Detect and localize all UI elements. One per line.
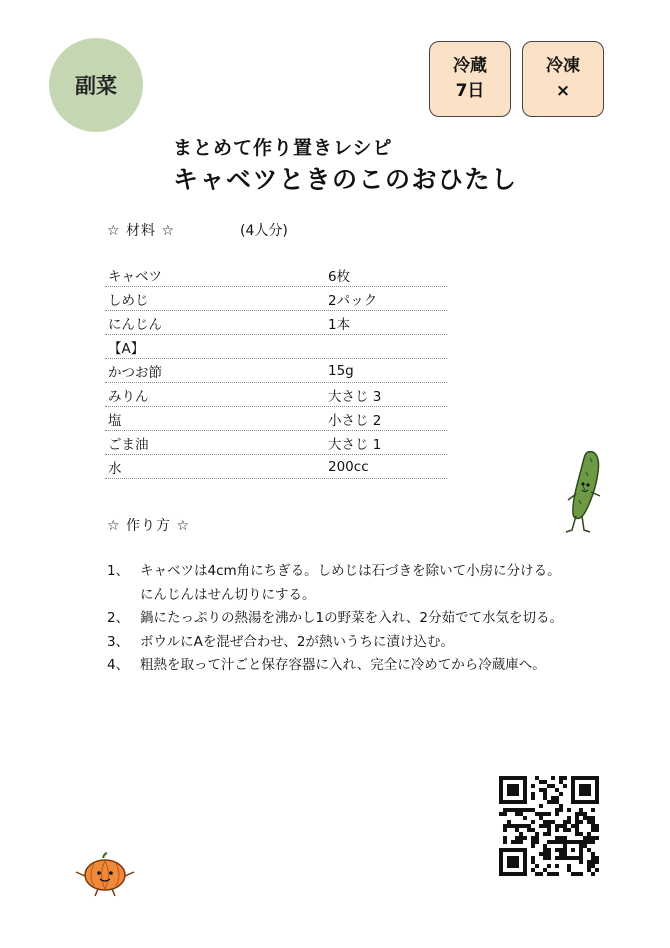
step-number: 1、 bbox=[107, 563, 130, 579]
step-item bbox=[107, 631, 607, 655]
servings-label: (4人分) bbox=[240, 223, 288, 239]
ingredient-qty: 小さじ 2 bbox=[328, 412, 382, 429]
recipe-title: キャベツときのこのおひたし bbox=[173, 165, 518, 194]
ingredients-heading: ☆ 材料 ☆ bbox=[107, 223, 176, 239]
step-item bbox=[107, 584, 607, 608]
step-text: 鍋にたっぷりの熱湯を沸かし1の野菜を入れ、2分茹でて水気を切る。 bbox=[140, 610, 563, 626]
ingredient-qty: 200cc bbox=[328, 458, 369, 475]
ingredient-name: かつお節 bbox=[108, 364, 162, 381]
ingredient-qty: 6枚 bbox=[328, 268, 351, 285]
freezer-storage-box bbox=[522, 41, 604, 117]
step-text: キャベツは4cm角にちぎる。しめじは石づきを除いて小房に分ける。 bbox=[140, 563, 561, 579]
ingredient-name: しめじ bbox=[108, 292, 149, 309]
ingredient-name: ごま油 bbox=[108, 436, 149, 453]
ingredient-row bbox=[105, 287, 447, 311]
freezer-label: 冷凍 bbox=[546, 56, 580, 76]
category-badge bbox=[49, 38, 143, 132]
pumpkin-mascot-icon bbox=[72, 852, 138, 898]
step-text: ボウルにAを混ぜ合わせ、2が熱いうちに漬け込む。 bbox=[140, 633, 455, 650]
fridge-storage-box bbox=[429, 41, 511, 117]
ingredient-name: 塩 bbox=[108, 412, 122, 429]
step-number: 4、 bbox=[107, 657, 130, 673]
ingredient-row bbox=[105, 335, 447, 359]
qr-code[interactable] bbox=[499, 776, 599, 876]
step-item bbox=[107, 654, 607, 678]
ingredient-name: キャベツ bbox=[108, 268, 162, 285]
ingredient-name: 【A】 bbox=[108, 340, 145, 357]
ingredient-name: にんじん bbox=[108, 316, 162, 333]
step-item bbox=[107, 560, 607, 584]
ingredients-list bbox=[105, 263, 447, 479]
category-label: 副菜 bbox=[75, 74, 117, 98]
step-text: 粗熱を取って汁ごと保存容器に入れ、完全に冷めてから冷蔵庫へ。 bbox=[140, 657, 546, 673]
fridge-label: 冷蔵 bbox=[453, 56, 487, 76]
ingredient-qty: 大さじ 3 bbox=[328, 388, 382, 405]
ingredient-qty: 2パック bbox=[328, 292, 378, 309]
ingredient-row bbox=[105, 383, 447, 407]
step-number: 3、 bbox=[107, 633, 130, 650]
ingredient-row bbox=[105, 263, 447, 287]
steps-heading: ☆ 作り方 ☆ bbox=[107, 518, 191, 534]
step-number bbox=[107, 584, 140, 608]
steps-list bbox=[107, 560, 607, 678]
step-item bbox=[107, 607, 607, 631]
freezer-value: × bbox=[555, 81, 571, 101]
ingredient-row bbox=[105, 431, 447, 455]
ingredient-row bbox=[105, 407, 447, 431]
recipe-subtitle: まとめて作り置きレシピ bbox=[173, 137, 393, 159]
ingredient-name: 水 bbox=[108, 460, 122, 477]
step-text: にんじんはせん切りにする。 bbox=[140, 586, 316, 603]
ingredient-name: みりん bbox=[108, 388, 149, 405]
ingredient-qty: 大さじ 1 bbox=[328, 436, 382, 453]
fridge-value: 7日 bbox=[455, 81, 485, 101]
ingredient-qty: 15g bbox=[328, 362, 354, 379]
ingredient-qty: 1本 bbox=[328, 316, 351, 333]
ingredient-row bbox=[105, 311, 447, 335]
step-number: 2、 bbox=[107, 610, 130, 626]
ingredient-row bbox=[105, 359, 447, 383]
ingredient-row bbox=[105, 455, 447, 479]
cucumber-mascot-icon bbox=[558, 448, 606, 538]
